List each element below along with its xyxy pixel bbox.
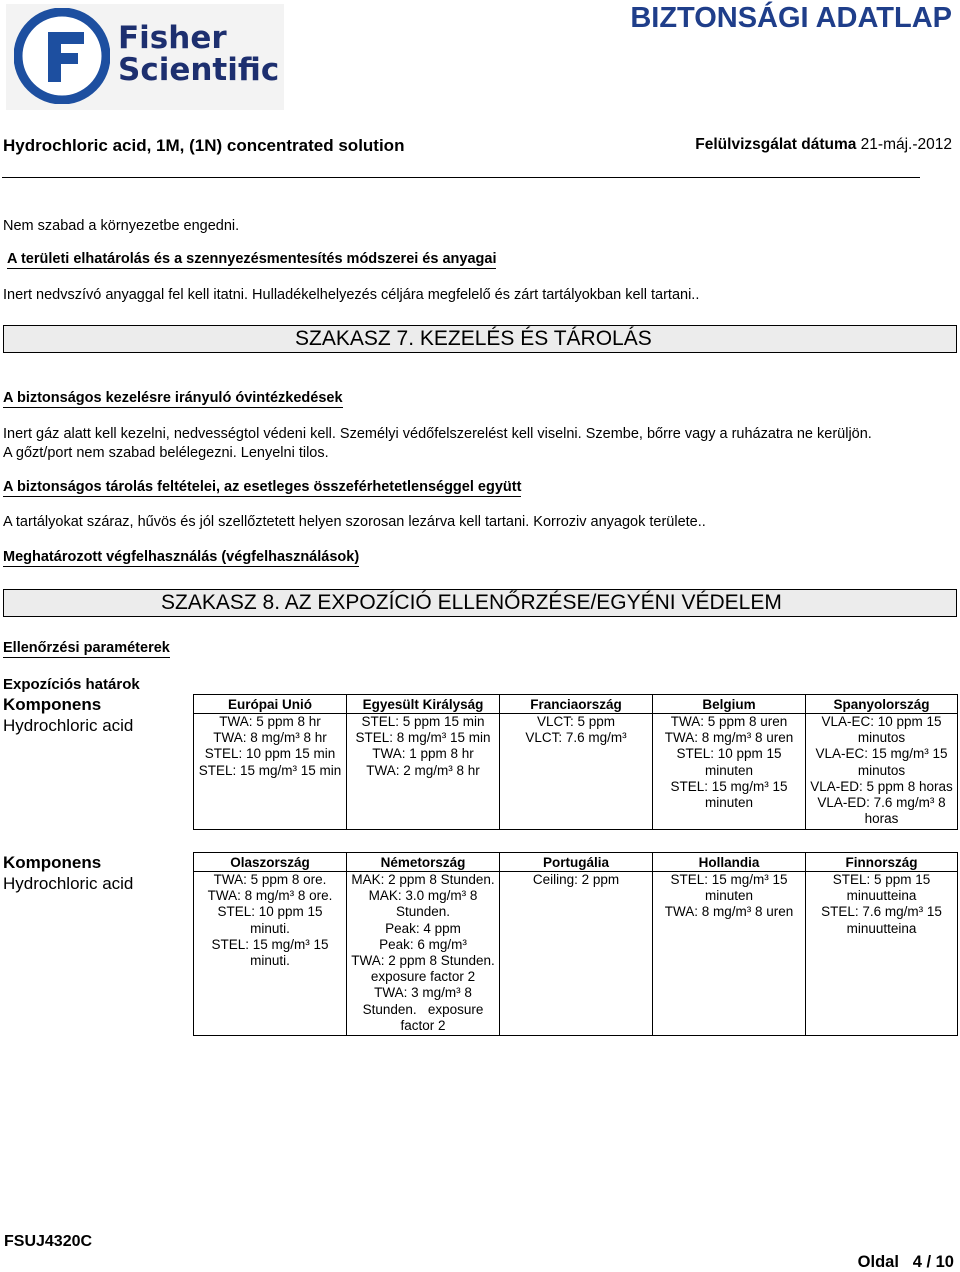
component-label-2: Komponens [3, 853, 102, 872]
table-cell [806, 714, 958, 830]
component-name-1: Hydrochloric acid [3, 716, 134, 735]
section-8-bar [3, 589, 957, 617]
table-header-row [194, 853, 958, 872]
cell-line: minutos [857, 762, 906, 778]
table-cell [500, 872, 653, 1036]
storage-text: A tartályokat száraz, hűvös és jól szellőztetett helyen szorosan lezárva kell tartani. Korroziv anyagok területe.. [3, 514, 706, 530]
cell-line: STEL: 15 mg/m³ 15 [211, 936, 329, 952]
header-divider [2, 177, 920, 178]
cell-line: STEL: 10 ppm 15 [217, 904, 323, 920]
cell-line: horas [864, 811, 899, 827]
exposure-table-1 [193, 694, 958, 830]
column-header: Portugália [500, 853, 653, 872]
fisher-logo-icon [14, 8, 110, 104]
cell-line: STEL: 15 mg/m³ 15 min [198, 762, 342, 778]
cell-line: Stunden. exposure [362, 1001, 484, 1017]
cell-line: TWA: 2 ppm 8 Stunden. [351, 953, 495, 969]
component-name-2: Hydrochloric acid [3, 874, 134, 893]
cell-line: Ceiling: 2 ppm [532, 872, 620, 887]
cell-line: VLCT: 5 ppm [536, 714, 616, 729]
cell-line: TWA: 5 ppm 8 uren [670, 714, 788, 729]
table-cell [806, 872, 958, 1036]
cell-line: TWA: 5 ppm 8 ore. [213, 872, 327, 887]
containment-heading: A területi elhatárolás és a szennyezésmentesítés módszerei és anyagai [7, 251, 497, 267]
table-cell [194, 714, 347, 830]
component-label-1: Komponens [3, 695, 102, 714]
cell-line: minuutteina [846, 920, 917, 936]
cell-line: Stunden. [395, 904, 451, 920]
handling-text-line1: Inert gáz alatt kell kezelni, nedvességtol védeni kell. Személyi védőfelszerelést kell viselni. Szembe, bőrre vagy a ruházatra ne kerüljön. [3, 426, 872, 442]
logo-text-scientific: Scientific [118, 52, 280, 88]
cell-line: STEL: 15 mg/m³ 15 [670, 872, 788, 887]
cell-line: VLCT: 7.6 mg/m³ [525, 730, 627, 746]
cell-line: minuten [704, 888, 754, 904]
logo [6, 4, 284, 110]
cell-line: VLA-ED: 5 ppm 8 horas [810, 778, 953, 794]
cell-line: Peak: 6 mg/m³ [379, 936, 467, 952]
storage-heading: A biztonságos tárolás feltételei, az esetleges összeférhetetlenséggel együtt [3, 479, 522, 495]
cell-line: TWA: 8 mg/m³ 8 uren [664, 904, 794, 920]
cell-line: TWA: 8 mg/m³ 8 ore. [207, 888, 333, 904]
column-header: Belgium [653, 695, 806, 714]
page-label: Oldal [857, 1253, 899, 1271]
column-header: Németország [347, 853, 500, 872]
cell-line: minuti. [250, 920, 290, 936]
cell-line: minutos [857, 730, 906, 746]
logo-text-fisher: Fisher [118, 20, 227, 56]
table-header-row [194, 695, 958, 714]
cell-line: STEL: 5 ppm 15 min [361, 714, 485, 729]
handling-heading: A biztonságos kezelésre irányuló óvintézkedések [3, 390, 343, 406]
cell-line: Peak: 4 ppm [385, 920, 461, 936]
handling-text-line2: A gőzt/port nem szabad belélegezni. Lenyelni tilos. [3, 445, 329, 461]
cell-line: minuten [704, 762, 754, 778]
section-7-title: SZAKASZ 7. KEZELÉS ÉS TÁROLÁS [295, 327, 652, 350]
cell-line: minuutteina [846, 888, 917, 904]
table-cell [500, 714, 653, 830]
exposure-limits-label: Expozíciós határok [3, 676, 140, 693]
revision-label: Felülvizsgálat dátuma [695, 136, 857, 153]
end-use-heading: Meghatározott végfelhasználás (végfelhasználások) [3, 549, 360, 565]
column-header: Finnország [806, 853, 958, 872]
table-row [194, 872, 958, 1036]
cell-line: minuten [704, 795, 754, 811]
document-code: FSUJ4320C [4, 1233, 93, 1250]
cell-line: STEL: 8 mg/m³ 15 min [355, 730, 491, 746]
cell-line: TWA: 3 mg/m³ 8 [374, 985, 472, 1001]
cell-line: VLA-ED: 7.6 mg/m³ 8 [817, 795, 946, 811]
section-8-title: SZAKASZ 8. AZ EXPOZÍCIÓ ELLENŐRZÉSE/EGYÉNI VÉDELEM [161, 591, 782, 614]
table-cell [347, 714, 500, 830]
cell-line: MAK: 3.0 mg/m³ 8 [368, 888, 478, 904]
cell-line: minuti. [250, 953, 290, 969]
exposure-table-2 [193, 852, 958, 1036]
control-parameters-heading: Ellenőrzési paraméterek [3, 640, 170, 656]
cell-line: STEL: 5 ppm 15 [832, 872, 931, 887]
cell-line: TWA: 5 ppm 8 hr [219, 714, 321, 729]
table-cell [194, 872, 347, 1036]
column-header: Franciaország [500, 695, 653, 714]
cell-line: STEL: 10 ppm 15 [676, 746, 782, 762]
cell-line: VLA-EC: 10 ppm 15 [821, 714, 942, 729]
section-7-bar [3, 325, 957, 353]
column-header: Spanyolország [806, 695, 958, 714]
product-name: Hydrochloric acid, 1M, (1N) concentrated solution [3, 136, 405, 155]
revision-date [695, 136, 952, 154]
cell-line: STEL: 15 mg/m³ 15 [670, 778, 788, 794]
cell-line: TWA: 8 mg/m³ 8 uren [664, 730, 794, 746]
cell-line: VLA-EC: 15 mg/m³ 15 [815, 746, 948, 762]
cell-line: STEL: 7.6 mg/m³ 15 [821, 904, 942, 920]
cell-line: TWA: 8 mg/m³ 8 hr [213, 730, 327, 746]
table-cell [653, 714, 806, 830]
containment-text: Inert nedvszívó anyaggal fel kell itatni. Hulladékelhelyezés céljára megfelelő és zárt tartályokban kell tartani.. [3, 287, 700, 303]
table-cell [347, 872, 500, 1036]
document-title: BIZTONSÁGI ADATLAP [630, 2, 952, 34]
cell-line: TWA: 1 ppm 8 hr [372, 746, 474, 762]
table-cell [653, 872, 806, 1036]
column-header: Hollandia [653, 853, 806, 872]
cell-line: factor 2 [400, 1017, 446, 1033]
cell-line: exposure factor 2 [370, 969, 476, 985]
cell-line: STEL: 10 ppm 15 min [204, 746, 336, 762]
table-row [194, 714, 958, 830]
environment-text: Nem szabad a környezetbe engedni. [3, 218, 240, 234]
page-value: 4 / 10 [912, 1253, 954, 1271]
cell-line: TWA: 2 mg/m³ 8 hr [366, 762, 480, 778]
cell-line: MAK: 2 ppm 8 Stunden. [351, 872, 495, 887]
column-header: Egyesült Királyság [347, 695, 500, 714]
column-header: Európai Unió [194, 695, 347, 714]
revision-value: 21-máj.-2012 [860, 136, 952, 153]
page-number [858, 1253, 954, 1272]
column-header: Olaszország [194, 853, 347, 872]
